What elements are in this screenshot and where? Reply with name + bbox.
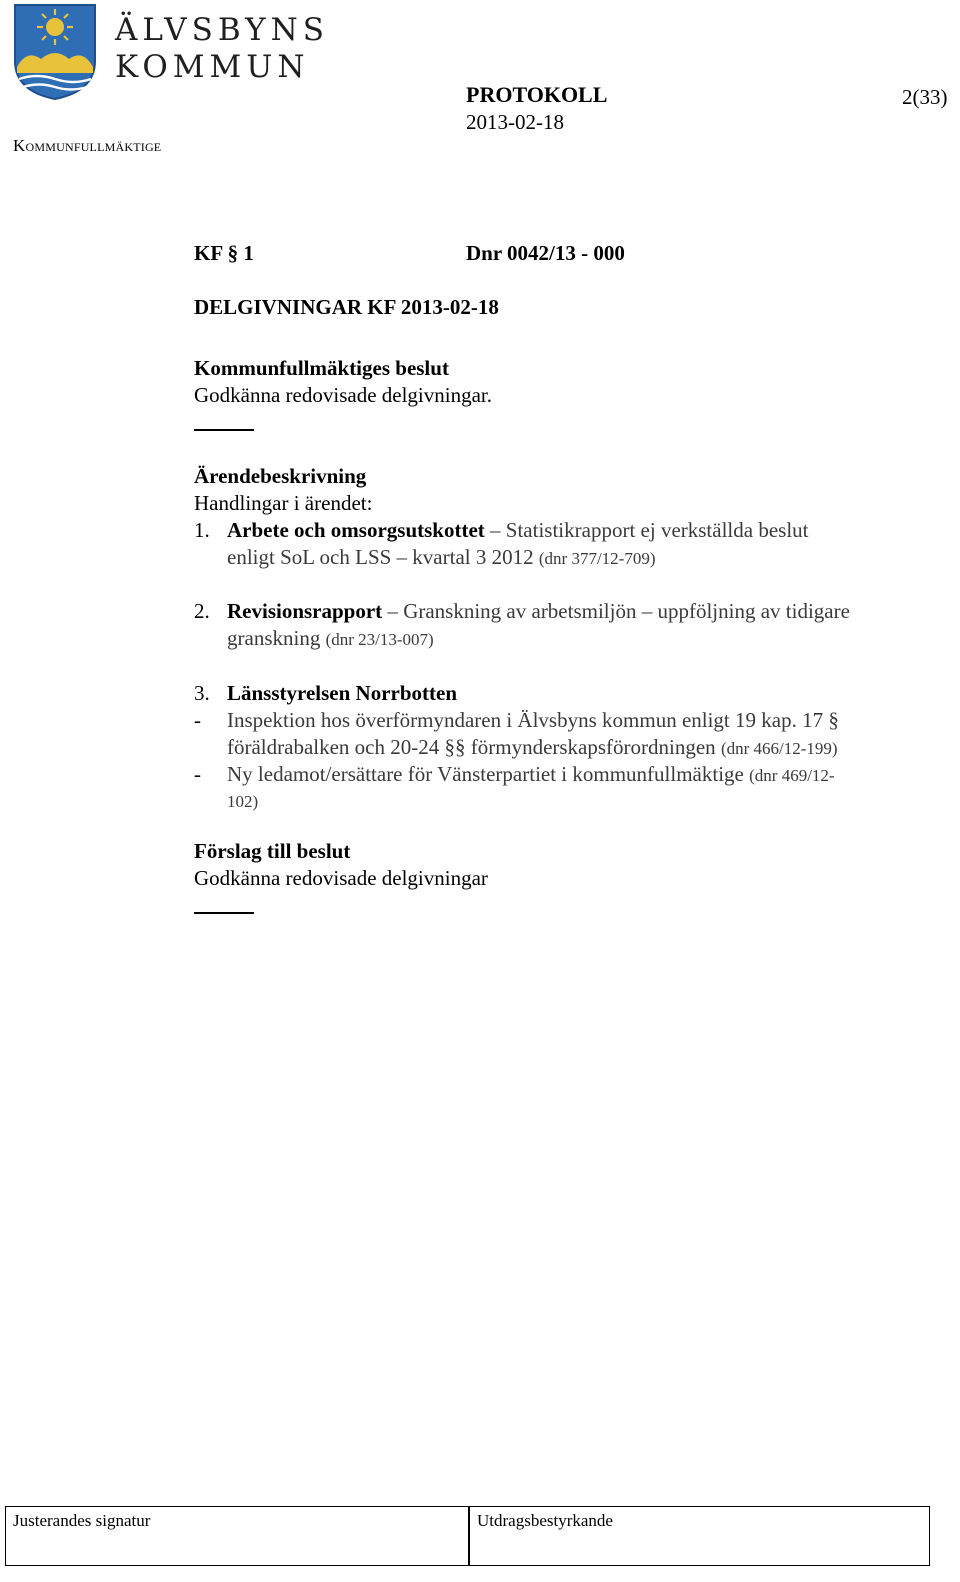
item-3-sub1-line2: [227, 734, 838, 762]
item-3-sub2-dnr: (dnr 469/12-: [749, 766, 835, 785]
paragraph-number: KF § 1: [194, 241, 254, 265]
item-3-sub1-text: föräldrabalken och 20-24 §§ förmynderskapsförordningen: [227, 735, 721, 759]
item-3-sub2-dash: -: [194, 762, 201, 786]
item-3-number: 3.: [194, 681, 210, 705]
signature-box: [5, 1506, 930, 1566]
document-type: PROTOKOLL: [466, 82, 608, 107]
item-2-number: 2.: [194, 599, 210, 623]
logo-name-line2: KOMMUN: [115, 49, 310, 85]
municipality-coat-of-arms-logo: [13, 3, 97, 101]
item-1-line1: [227, 517, 808, 544]
description-intro: Handlingar i ärendet:: [194, 491, 373, 515]
case-dnr: Dnr 0042/13 - 000: [466, 241, 625, 265]
section-divider: [194, 429, 254, 431]
item-2-subject: – Granskning av arbetsmiljön – uppföljning av tidigare: [382, 599, 850, 623]
section-divider-end: [194, 912, 254, 914]
item-3-sub2-text: Ny ledamot/ersättare för Vänsterpartiet i kommunfullmäktige: [227, 762, 750, 786]
proposal-text: Godkänna redovisade delgivningar: [194, 866, 488, 890]
item-2-source: Revisionsrapport: [227, 599, 383, 623]
item-1-subject-cont: enligt SoL och LSS – kvartal 3 2012: [227, 545, 539, 569]
decision-heading: Kommunfullmäktiges beslut: [194, 356, 449, 380]
signature-cell: [6, 1507, 468, 1565]
item-1-line2: [227, 544, 656, 572]
item-1-number: 1.: [194, 518, 210, 542]
document-date: 2013-02-18: [466, 110, 564, 134]
decision-text: Godkänna redovisade delgivningar.: [194, 383, 492, 407]
item-3-sub2-line1: [227, 761, 835, 789]
item-2-line1: [227, 598, 850, 625]
item-2-subject-cont: granskning: [227, 626, 326, 650]
logo-name-line1: ÄLVSBYNS: [115, 12, 329, 48]
item-2-line2: [227, 625, 434, 653]
item-3-sub2-dnr-cont: 102): [227, 792, 259, 811]
extract-label: Utdragsbestyrkande: [477, 1511, 613, 1530]
item-1-source: Arbete och omsorgsutskottet: [227, 518, 485, 542]
extract-cell: [470, 1507, 930, 1565]
item-2-dnr: (dnr 23/13-007): [325, 630, 434, 649]
case-title: DELGIVNINGAR KF 2013-02-18: [194, 295, 499, 319]
item-3-sub1-line1: Inspektion hos överförmyndaren i Älvsbyns kommun enligt 19 kap. 17 §: [227, 708, 839, 732]
item-1-dnr: (dnr 377/12-709): [538, 549, 656, 568]
item-3-sub1-dnr: (dnr 466/12-199): [720, 739, 838, 758]
item-3-source: Länsstyrelsen Norrbotten: [227, 681, 458, 705]
item-3-sub1-dash: -: [194, 708, 201, 732]
description-heading: Ärendebeskrivning: [194, 464, 367, 488]
department-name: Kommunfullmäktige: [13, 136, 162, 155]
signature-label: Justerandes signatur: [13, 1511, 151, 1530]
page-number: 2(33): [902, 85, 948, 109]
proposal-heading: Förslag till beslut: [194, 839, 351, 863]
item-1-subject: – Statistikrapport ej verkställda beslut: [484, 518, 809, 542]
